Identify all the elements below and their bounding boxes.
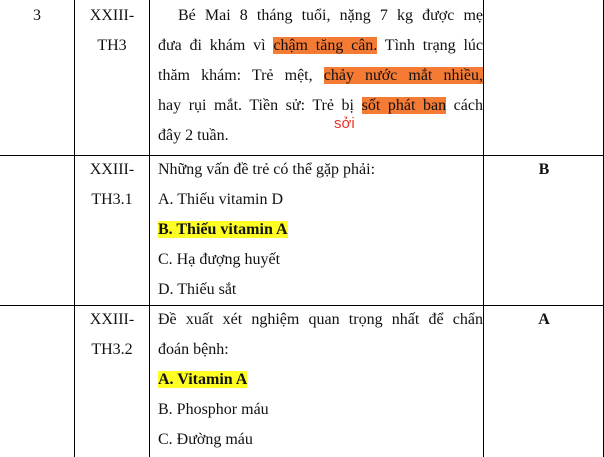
- item-code-line1: XXIII-: [89, 161, 135, 178]
- case-text: Bé Mai 8 tháng tuổi, nặng 7 kg được mẹ: [178, 7, 483, 24]
- option-d: D. Thiếu sắt: [158, 281, 237, 298]
- answer-key: A: [538, 311, 550, 328]
- item-code-line2: TH3.1: [91, 191, 133, 208]
- option-a: A. Thiếu vitamin D: [158, 191, 284, 208]
- highlight-symptom: chậm tăng cân.: [273, 37, 378, 54]
- item-code: [75, 1, 149, 61]
- item-code-line1: XXIII-: [89, 311, 135, 328]
- item-code-line2: TH3: [97, 37, 127, 54]
- case-text: thăm khám: Trẻ mệt,: [158, 67, 324, 84]
- row-number: 3: [33, 7, 41, 24]
- question-text: Đề xuất xét nghiệm quan trọng nhất để chẩn: [158, 311, 483, 328]
- option-c: C. Hạ đượng huyết: [158, 251, 281, 268]
- highlight-symptom: chảy nước mắt nhiều,: [323, 67, 484, 84]
- question-block: [158, 305, 483, 455]
- item-code-line2: TH3.2: [91, 341, 133, 358]
- case-text: hay rụi mắt. Tiền sử: Trẻ bị: [158, 97, 362, 114]
- question-block: [158, 155, 483, 305]
- item-code: [75, 305, 149, 365]
- case-text: đưa đi khám vì: [158, 37, 274, 54]
- option-b-correct: B. Thiếu vitamin A: [158, 221, 288, 238]
- case-text: Tình trạng lúc: [377, 37, 484, 54]
- question-text: Những vấn đề trẻ có thể gặp phải:: [158, 161, 376, 178]
- answer-key: B: [538, 161, 550, 178]
- highlight-history: sốt phát ban: [361, 97, 447, 114]
- handwritten-note: sởi: [334, 115, 355, 132]
- item-code-line1: XXIII-: [89, 7, 135, 24]
- case-text: cách: [446, 97, 483, 114]
- case-description: [158, 1, 483, 151]
- option-c: C. Đường máu: [158, 431, 253, 448]
- option-b: B. Phosphor máu: [158, 401, 269, 418]
- question-text: đoán bệnh:: [158, 341, 229, 358]
- option-a-correct: A. Vitamin A: [158, 371, 248, 388]
- item-code: [75, 155, 149, 215]
- case-text: đây 2 tuần.: [158, 127, 229, 144]
